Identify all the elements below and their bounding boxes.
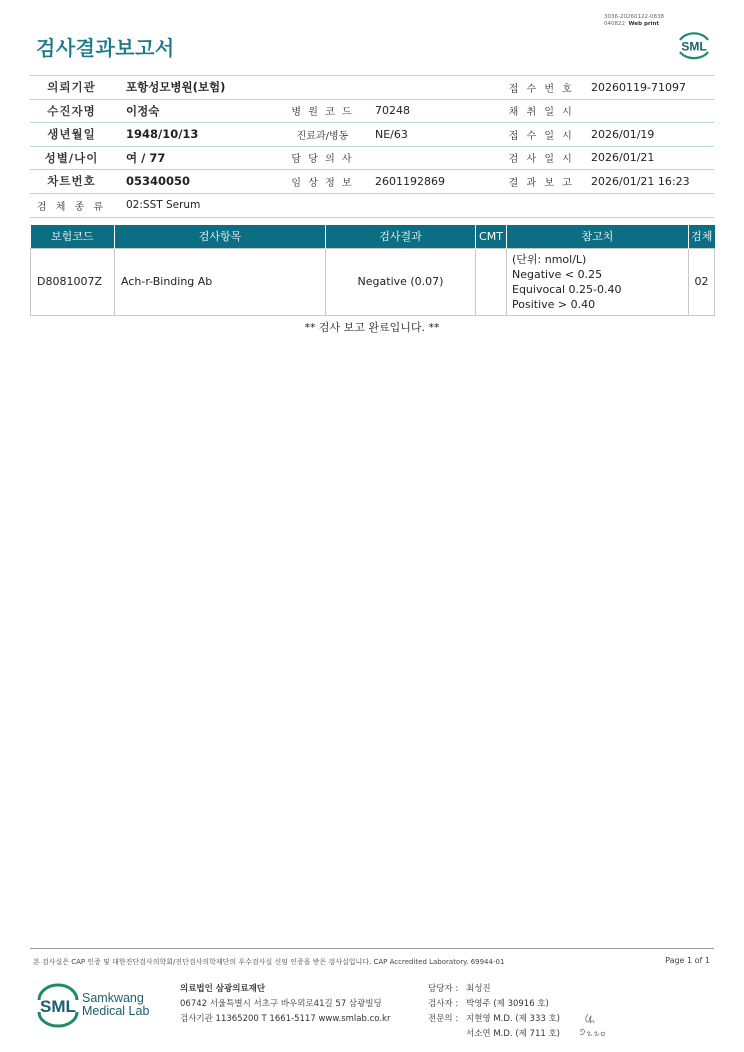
accreditation-note: 본 검사실은 CAP 인증 및 대한진단검사의학회/진단검사의학재단의 우수검사실 신임 인증을 받은 검사실입니다. CAP Accredited Laboratory. 69944-01 bbox=[33, 958, 505, 966]
col-reference: 참고치 bbox=[507, 225, 689, 248]
info-row-specimen bbox=[30, 194, 714, 218]
organization-info bbox=[180, 982, 390, 1027]
label-institution: 의뢰기관 bbox=[47, 80, 96, 95]
value-result-report: 2026/01/21 16:23 bbox=[591, 174, 690, 188]
value-birth-date: 1948/10/13 bbox=[126, 127, 199, 142]
label-hospital-code: 병 원 코 드 bbox=[291, 107, 354, 119]
value-patient-name: 이정숙 bbox=[126, 103, 160, 118]
value-hospital-code: 70248 bbox=[375, 104, 410, 118]
label-receipt-no: 접 수 번 호 bbox=[508, 83, 575, 95]
reference-unit: (단위: nmol/L) bbox=[512, 252, 587, 266]
label-birth-date: 생년월일 bbox=[47, 127, 96, 142]
label-test-date: 검 사 일 시 bbox=[508, 154, 575, 166]
reference-negative: Negative < 0.25 bbox=[512, 267, 603, 281]
svg-text:Samkwang: Samkwang bbox=[82, 991, 144, 1005]
label-clinical-info: 임 상 정 보 bbox=[291, 177, 354, 189]
col-specimen: 검체 bbox=[689, 225, 715, 248]
staff-row: 전문의 : 지현영 M.D. (제 333 호) bbox=[428, 1014, 561, 1024]
document-code: 3036-20260122-0838 040822 Web print bbox=[604, 14, 664, 27]
org-address: 06742 서울특별시 서초구 바우뫼로41길 57 삼광빌딩 bbox=[180, 999, 382, 1009]
label-collection-date: 채 취 일 시 bbox=[508, 107, 575, 119]
svg-text:Medical Lab: Medical Lab bbox=[82, 1004, 150, 1018]
samkwang-logo-icon bbox=[36, 980, 156, 1028]
value-chart-no: 05340050 bbox=[126, 174, 191, 189]
staff-row: 서소연 M.D. (제 711 호) bbox=[466, 1029, 561, 1039]
label-receipt-date: 접 수 일 시 bbox=[508, 130, 575, 142]
cell-test-result: Negative (0.07) bbox=[326, 248, 476, 315]
org-contact: 검사기관 11365200 T 1661-5117 www.smlab.co.kr bbox=[180, 1014, 391, 1024]
value-sex-age: 여 / 77 bbox=[126, 150, 166, 165]
value-test-date: 2026/01/21 bbox=[591, 151, 655, 165]
value-clinical-info: 2601192869 bbox=[375, 174, 445, 188]
staff-row: 검사자 : 박영주 (제 30916 호) bbox=[428, 999, 549, 1009]
staff-info bbox=[428, 982, 560, 1042]
svg-text:SML: SML bbox=[40, 997, 76, 1016]
label-specimen-type: 검 체 종 류 bbox=[36, 201, 107, 213]
report-complete-text: ** 검사 보고 완료입니다. ** bbox=[304, 321, 440, 334]
cell-specimen: 02 bbox=[689, 248, 715, 315]
patient-info-table bbox=[30, 75, 714, 218]
col-cmt: CMT bbox=[476, 225, 507, 248]
info-row-patient bbox=[30, 100, 714, 124]
staff-row: 담당자 : 최성진 bbox=[428, 984, 491, 994]
value-receipt-date: 2026/01/19 bbox=[591, 127, 655, 141]
label-chart-no: 차트번호 bbox=[47, 174, 96, 189]
results-table bbox=[30, 225, 715, 316]
value-receipt-no: 20260119-71097 bbox=[591, 80, 686, 94]
footer-divider bbox=[30, 948, 714, 949]
org-name: 의료법인 삼광의료재단 bbox=[180, 984, 266, 994]
svg-text:SML: SML bbox=[681, 39, 707, 54]
info-row-birth bbox=[30, 123, 714, 147]
info-row-sex-age bbox=[30, 147, 714, 171]
cell-reference bbox=[507, 248, 689, 315]
reference-positive: Positive > 0.40 bbox=[512, 297, 596, 311]
info-row-chart bbox=[30, 170, 714, 194]
col-insurance-code: 보험코드 bbox=[31, 225, 115, 248]
reference-equivocal: Equivocal 0.25-0.40 bbox=[512, 282, 622, 296]
label-sex-age: 성별/나이 bbox=[44, 150, 99, 165]
page-title: 검사결과보고서 bbox=[36, 36, 175, 60]
signature-image bbox=[576, 1008, 610, 1042]
col-test-result: 검사결과 bbox=[326, 225, 476, 248]
cell-test-item: Ach-r-Binding Ab bbox=[115, 248, 326, 315]
label-result-report: 결 과 보 고 bbox=[508, 177, 575, 189]
label-doctor: 담 당 의 사 bbox=[291, 154, 354, 166]
sml-logo-icon bbox=[674, 26, 714, 62]
value-specimen-type: 02:SST Serum bbox=[126, 199, 201, 211]
cell-insurance-code: D8081007Z bbox=[31, 248, 115, 315]
label-department: 진료과/병동 bbox=[296, 130, 349, 142]
page-number: Page 1 of 1 bbox=[665, 956, 710, 965]
label-patient-name: 수진자명 bbox=[47, 103, 96, 118]
col-test-item: 검사항목 bbox=[115, 225, 326, 248]
cell-cmt bbox=[476, 248, 507, 315]
info-row-institution bbox=[30, 76, 714, 100]
value-institution: 포항성모병원(보험) bbox=[126, 80, 226, 95]
results-header-row bbox=[31, 225, 715, 248]
value-department: NE/63 bbox=[375, 127, 408, 141]
table-row bbox=[31, 248, 715, 315]
